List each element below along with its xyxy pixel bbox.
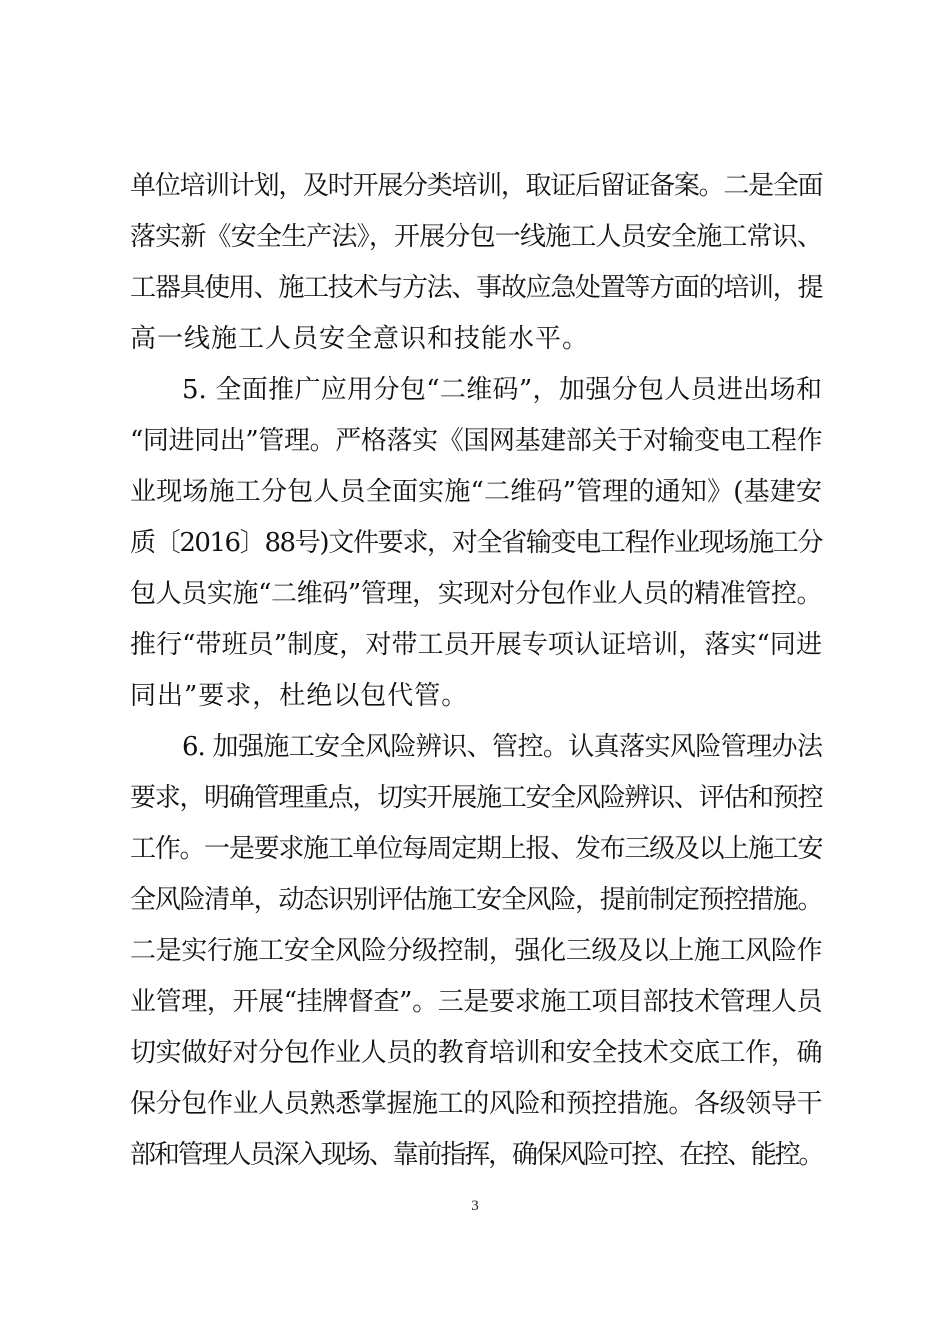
text-line: 部和管理人员深入现场、靠前指挥，确保风险可控、在控、能控。 [130, 1140, 822, 1170]
text-line: 工器具使用、施工技术与方法、事故应急处置等方面的培训，提 [130, 273, 822, 303]
text-line: 单位培训计划，及时开展分类培训，取证后留证备案。二是全面 [130, 171, 822, 201]
text-line: 质〔2016〕88号)文件要求，对全省输变电工程作业现场施工分 [130, 528, 822, 558]
text-line: 业管理，开展“挂牌督查”。三是要求施工项目部技术管理人员 [130, 987, 822, 1017]
text-line: 二是实行施工安全风险分级控制，强化三级及以上施工风险作 [130, 936, 822, 966]
text-line: 全风险清单，动态识别评估施工安全风险，提前制定预控措施。 [130, 885, 822, 915]
paragraph-training [130, 161, 822, 365]
paragraph-item-5 [130, 365, 822, 722]
text-line: 同出”要求，杜绝以包代管。 [130, 681, 469, 711]
paragraph-item-6 [130, 722, 822, 1181]
text-line: 工作。一是要求施工单位每周定期上报、发布三级及以上施工安 [130, 834, 822, 864]
document-body [130, 161, 822, 1181]
text-line: 保分包作业人员熟悉掌握施工的风险和预控措施。各级领导干 [130, 1089, 822, 1119]
text-line: 推行“带班员”制度，对带工员开展专项认证培训，落实“同进 [130, 630, 822, 660]
text-line: 要求，明确管理重点，切实开展施工安全风险辨识、评估和预控 [130, 783, 822, 813]
page-number: 3 [471, 1198, 479, 1214]
text-line: 包人员实施“二维码”管理，实现对分包作业人员的精准管控。 [130, 579, 822, 609]
text-line: 切实做好对分包作业人员的教育培训和安全技术交底工作，确 [130, 1038, 822, 1068]
text-line: 高一线施工人员安全意识和技能水平。 [130, 324, 590, 354]
text-line: 5. 全面推广应用分包“二维码”，加强分包人员进出场和 [182, 375, 822, 405]
text-line: 业现场施工分包人员全面实施“二维码”管理的通知》(基建安 [130, 477, 822, 507]
text-line: “同进同出”管理。严格落实《国网基建部关于对输变电工程作 [130, 426, 822, 456]
text-line: 6. 加强施工安全风险辨识、管控。认真落实风险管理办法 [182, 732, 822, 762]
text-line: 落实新《安全生产法》，开展分包一线施工人员安全施工常识、 [130, 222, 822, 252]
